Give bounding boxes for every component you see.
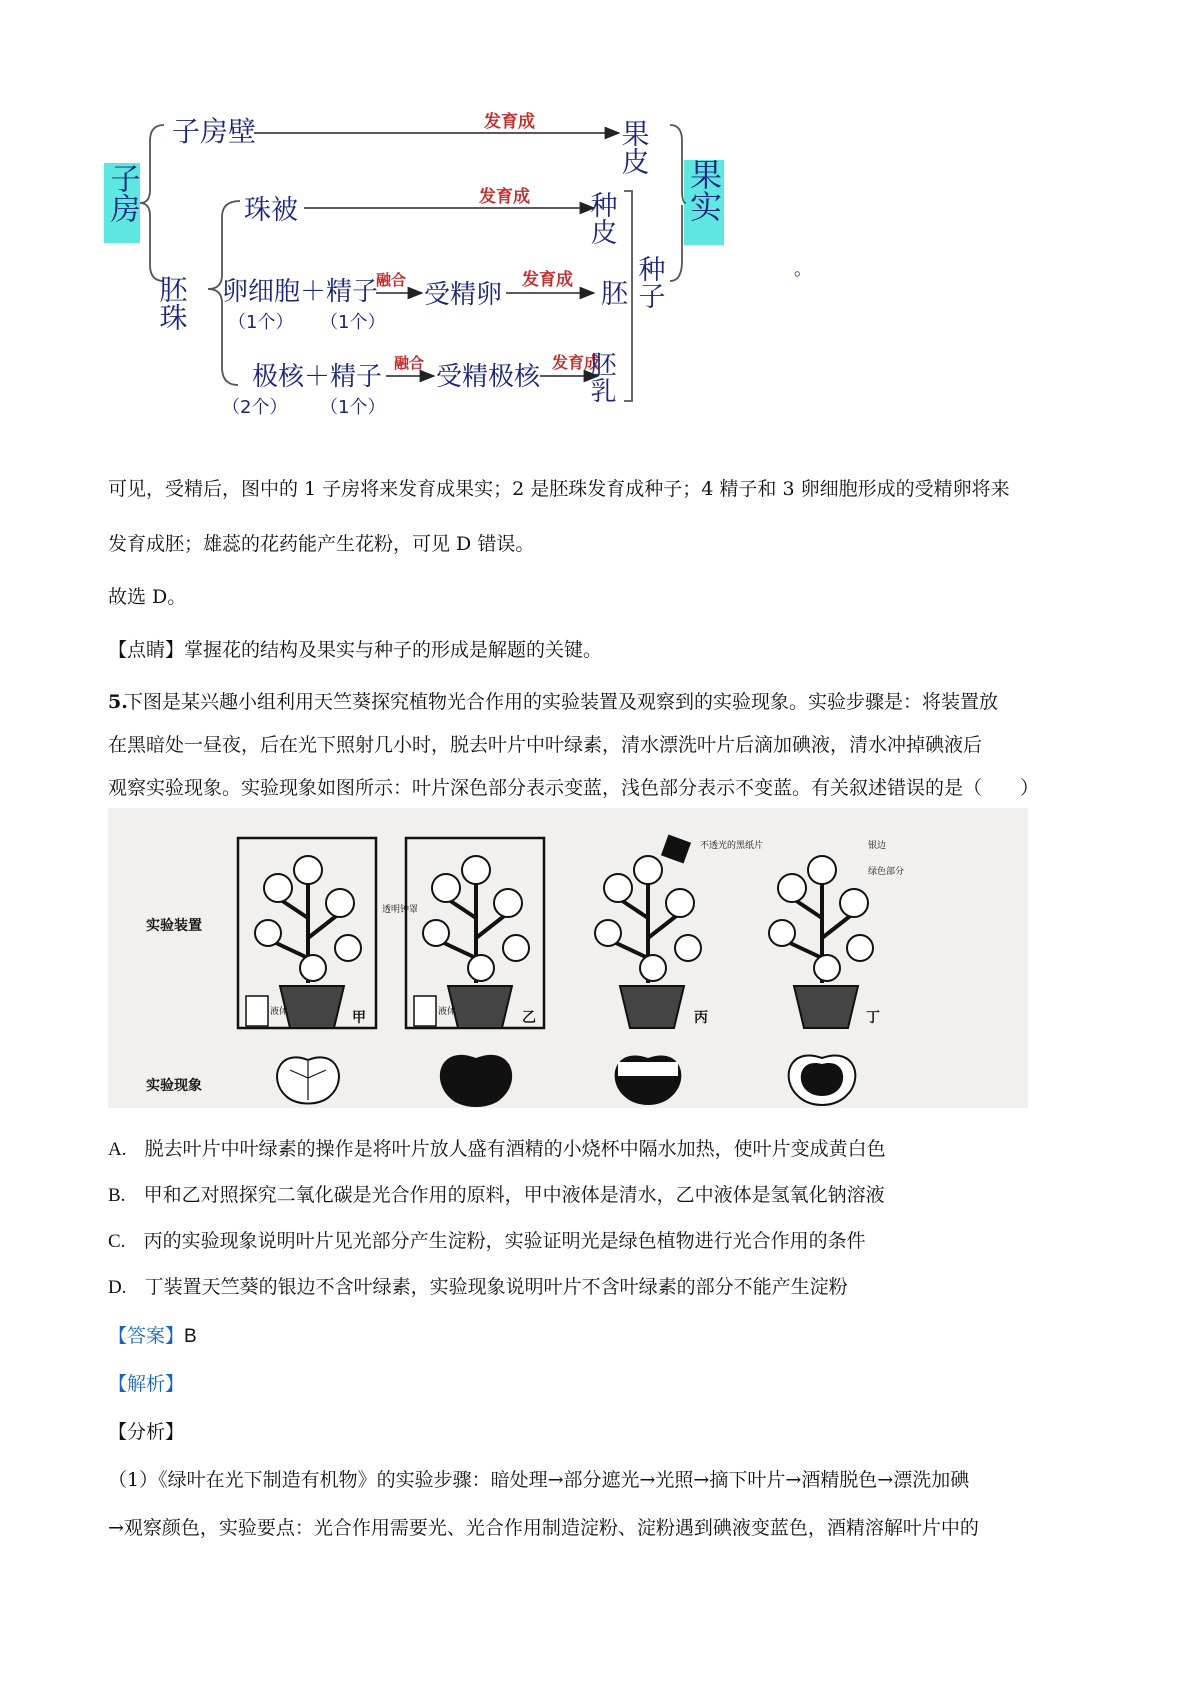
- liquid-label-yi: 液体: [438, 1007, 457, 1017]
- conclusion-line: 故选 D。: [108, 586, 187, 608]
- cover-label: 透明钟罩: [382, 905, 419, 915]
- egg-cell-label: 卵细胞: [222, 277, 301, 307]
- option-c-text: 丙的实验现象说明叶片见光部分产生淀粉，实验证明光是绿色植物进行光合作用的条件: [143, 1230, 866, 1252]
- plant-bing: [595, 835, 763, 1028]
- option-d-text: 丁装置天竺葵的银边不含叶绿素，实验现象说明叶片不含叶绿素的部分不能产生淀粉: [144, 1276, 848, 1298]
- result-leaf-yi: [440, 1055, 512, 1107]
- polar-nuclei-label: 极核: [252, 362, 305, 392]
- embryo-label: 胚: [601, 279, 628, 310]
- egg-count: （1个）: [228, 312, 294, 333]
- plus-2: ＋: [304, 362, 331, 392]
- fertilized-polar-label: 受精极核: [436, 362, 541, 392]
- plant-yi: [406, 838, 544, 1028]
- fuse-label-1: 融合: [376, 271, 407, 289]
- option-d: [108, 1275, 848, 1300]
- sperm-label-2: 精子: [330, 362, 383, 392]
- label-bing: 丙: [694, 1010, 708, 1026]
- question-line-2: 在黑暗处一昼夜，后在光下照射几小时，脱去叶片中叶绿素，清水漂洗叶片后滴加碘液，清水冲掉碘液后: [108, 734, 983, 756]
- green-part-label: 绿色部分: [868, 867, 905, 877]
- develop-label-1: 发育成: [484, 112, 535, 132]
- polar-count: （2个）: [222, 397, 288, 418]
- question-line-3: 观察实验现象。实验现象如图所示：叶片深色部分表示变蓝，浅色部分表示不变蓝。有关叙述错误的是（ ）: [108, 777, 1040, 799]
- ovule-label: 胚珠: [155, 275, 189, 331]
- row-label-result: 实验现象: [146, 1078, 202, 1094]
- analysis-tag: 【解析】: [108, 1373, 185, 1395]
- seed-coat-label: 种皮: [585, 191, 617, 245]
- key-point-line: 【点睛】掌握花的结构及果实与种子的形成是解题的关键。: [108, 639, 603, 661]
- sperm-count-1: （1个）: [320, 312, 386, 333]
- option-c-label: C.: [108, 1231, 126, 1252]
- ovary-label-1: 子房: [104, 163, 140, 223]
- develop-label-4: 发育成: [552, 353, 601, 372]
- integument-label: 珠被: [244, 195, 298, 226]
- plant-jia: [238, 838, 376, 1028]
- result-leaf-jia: [277, 1057, 339, 1103]
- endosperm-label: 胚乳: [586, 351, 616, 403]
- option-a: [108, 1137, 886, 1162]
- sperm-count-2: （1个）: [320, 397, 386, 418]
- row-label-setup: 实验装置: [146, 918, 202, 934]
- answer-line: [108, 1324, 197, 1349]
- option-b-text: 甲和乙对照探究二氧化碳是光合作用的原料，甲中液体是清水，乙中液体是氢氧化钠溶液: [143, 1184, 885, 1206]
- analysis-line-2: →观察颜色，实验要点：光合作用需要光、光合作用制造淀粉、淀粉遇到碘液变蓝色，酒精溶解叶片中的: [108, 1517, 979, 1539]
- option-b: [108, 1183, 885, 1208]
- answer-value: B: [184, 1326, 197, 1347]
- fruit-bracket: [670, 125, 686, 281]
- option-d-label: D.: [108, 1277, 127, 1298]
- fruit-formation-diagram: [104, 95, 824, 455]
- label-jia: 甲: [352, 1010, 366, 1026]
- sperm-label-1: 精子: [326, 277, 379, 307]
- diagram-period: 。: [794, 259, 812, 280]
- question-line-1: 下图是某兴趣小组利用天竺葵探究植物光合作用的实验装置及观察到的实验现象。实验步骤是：将装置放: [124, 691, 999, 713]
- fruit-label: 果实: [685, 158, 723, 222]
- seed-label: 种子: [633, 255, 665, 309]
- paragraph-line-1: 可见，受精后，图中的 1 子房将来发育成果实；2 是胚珠发育成种子；4 精子和 3 卵细胞形成的受精卵将来: [108, 478, 1010, 500]
- develop-label-3: 发育成: [522, 270, 573, 290]
- ovary-bracket: [140, 125, 164, 281]
- option-c: [108, 1229, 866, 1254]
- option-b-label: B.: [108, 1185, 126, 1206]
- pericarp-label: 果皮: [617, 119, 651, 175]
- ovary-wall-label: 子房壁: [172, 115, 257, 148]
- silver-edge-label: 银边: [868, 841, 887, 851]
- option-a-label: A.: [108, 1139, 127, 1160]
- experiment-figure: [108, 808, 1028, 1108]
- answer-tag: 【答案】: [108, 1325, 185, 1347]
- fuse-label-2: 融合: [394, 354, 425, 372]
- analysis-line-1: （1）《绿叶在光下制造有机物》的实验步骤：暗处理→部分遮光→光照→摘下叶片→酒精脱色→漂洗加碘: [108, 1469, 970, 1491]
- option-a-text: 脱去叶片中叶绿素的操作是将叶片放人盛有酒精的小烧杯中隔水加热，使叶片变成黄白色: [144, 1138, 886, 1160]
- result-leaf-ding: [789, 1055, 856, 1105]
- fenxi-tag: 【分析】: [108, 1421, 185, 1443]
- plant-ding: [769, 839, 904, 1028]
- result-leaf-bing: [615, 1055, 682, 1105]
- plus-1: ＋: [300, 277, 327, 307]
- zygote-label: 受精卵: [424, 280, 503, 310]
- paragraph-line-2: 发育成胚；雄蕊的花药能产生花粉，可见 D 错误。: [108, 533, 535, 555]
- label-ding: 丁: [866, 1010, 880, 1026]
- opaque-paper-label: 不透光的黑纸片: [700, 841, 764, 851]
- develop-label-2: 发育成: [479, 187, 530, 207]
- question-number: 5.: [108, 691, 128, 713]
- liquid-label-jia: 液体: [270, 1007, 289, 1017]
- label-yi: 乙: [522, 1010, 536, 1026]
